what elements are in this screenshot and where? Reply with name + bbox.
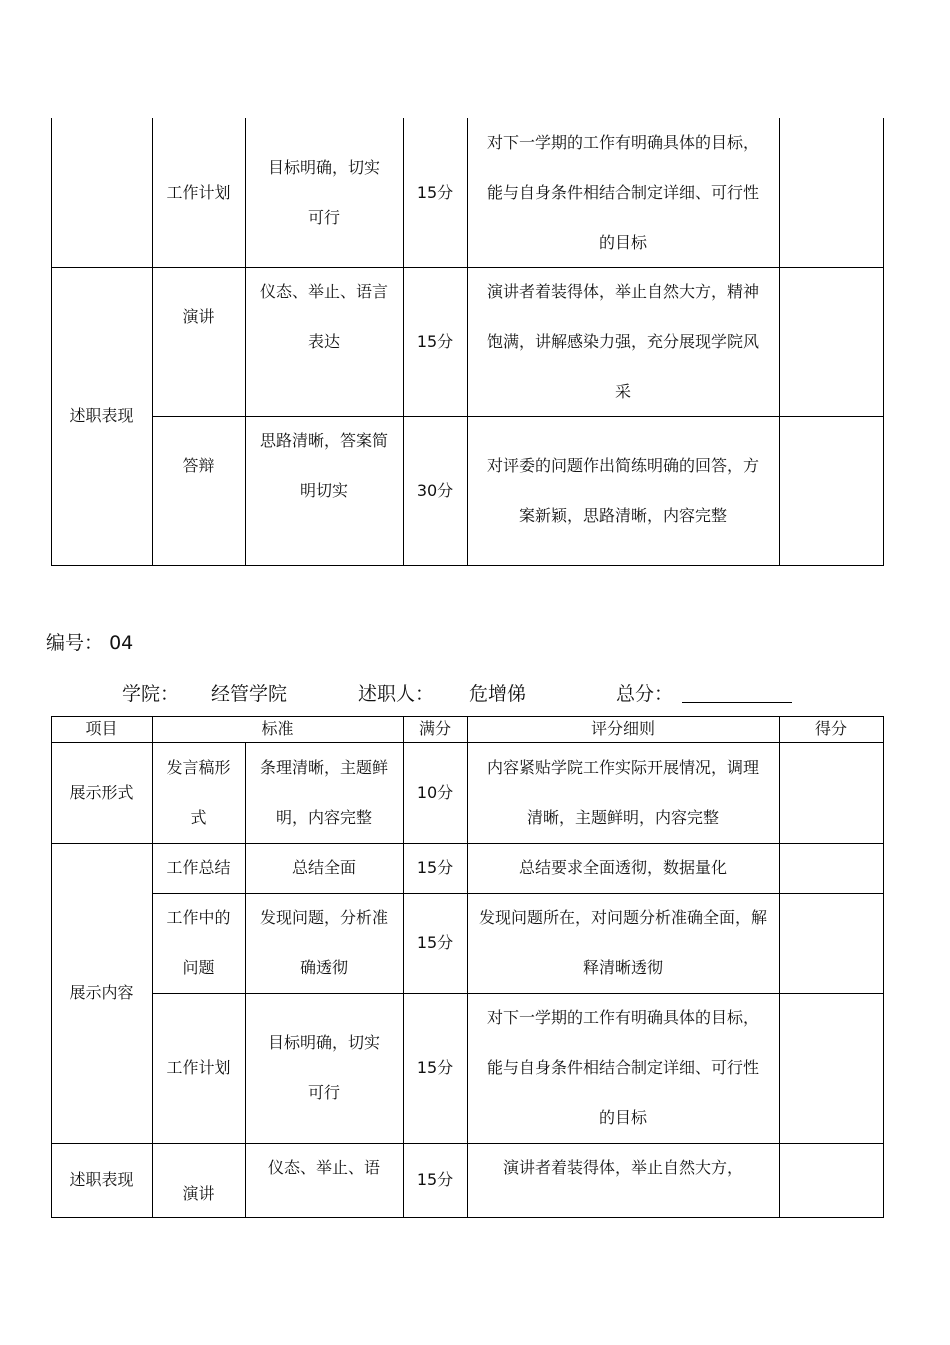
table-cell-standard: 条理清晰，主题鲜明，内容完整	[259, 757, 388, 827]
table-cell-sub: 答辩	[182, 456, 215, 475]
table-cell-score: 15分	[416, 858, 454, 877]
number-field: 编号： 04	[46, 632, 134, 654]
table-cell-score: 10分	[416, 782, 454, 802]
table-cell-standard: 目标明确，切实可行	[267, 157, 380, 227]
total-blank	[682, 702, 792, 703]
header-score: 得分	[814, 719, 847, 738]
table-cell-standard: 发现问题，分析准确透彻	[259, 908, 388, 977]
college-label: 学院：	[122, 683, 180, 705]
table-cell-sub: 工作计划	[166, 182, 231, 202]
person-value: 危增俤	[469, 683, 527, 705]
college-value: 经管学院	[211, 683, 288, 705]
person-label: 述职人：	[358, 683, 435, 705]
table-cell-standard: 仪态、举止、语	[267, 1158, 380, 1177]
table-cell-score: 15分	[416, 1170, 454, 1189]
table-cell-standard: 仪态、举止、语言表达	[259, 282, 388, 351]
table-cell-group: 展示形式	[69, 782, 134, 802]
table-cell-score: 15分	[416, 1058, 454, 1077]
table-cell-sub: 演讲	[182, 307, 215, 326]
table-cell-score: 15分	[416, 331, 454, 351]
table-cell-sub: 演讲	[182, 1183, 215, 1203]
table-cell-standard: 思路清晰，答案简明切实	[259, 431, 388, 500]
table-cell-detail: 内容紧贴学院工作实际开展情况，调理清晰，主题鲜明，内容完整	[486, 757, 759, 827]
table-cell-score: 30分	[416, 480, 454, 500]
table-cell-standard: 目标明确，切实可行	[267, 1033, 380, 1102]
table-cell-detail: 对下一学期的工作有明确具体的目标，能与自身条件相结合制定详细、可行性的目标	[486, 132, 759, 252]
table-cell-score: 15分	[416, 182, 454, 202]
table-cell-detail: 对评委的问题作出简练明确的回答，方案新颖，思路清晰，内容完整	[486, 455, 759, 525]
header-full-score: 满分	[418, 719, 451, 738]
table-cell-detail: 发现问题所在，对问题分析准确全面，解释清晰透彻	[479, 908, 768, 977]
table-cell-detail: 演讲者着装得体，举止自然大方，	[502, 1158, 743, 1177]
header-rules: 评分细则	[590, 719, 655, 738]
table-cell-detail: 对下一学期的工作有明确具体的目标，能与自身条件相结合制定详细、可行性的目标	[486, 1008, 759, 1127]
table-cell-detail: 演讲者着装得体，举止自然大方，精神饱满，讲解感染力强，充分展现学院风采	[486, 281, 759, 401]
table-cell-group: 述职表现	[69, 406, 134, 425]
table-cell-score: 15分	[416, 933, 454, 952]
header-item: 项目	[85, 719, 118, 738]
table-cell-sub: 发言稿形式	[166, 757, 231, 827]
table-cell-sub: 工作中的问题	[166, 908, 231, 977]
table-cell-group: 展示内容	[69, 983, 134, 1002]
total-label: 总分：	[616, 683, 674, 705]
table-cell-standard: 总结全面	[291, 858, 356, 877]
table-cell-sub: 工作计划	[166, 1058, 231, 1077]
table-cell-group: 述职表现	[69, 1170, 134, 1189]
table-cell-sub: 工作总结	[166, 858, 231, 877]
header-standard: 标准	[261, 719, 294, 738]
table-cell-detail: 总结要求全面透彻，数据量化	[518, 858, 727, 877]
